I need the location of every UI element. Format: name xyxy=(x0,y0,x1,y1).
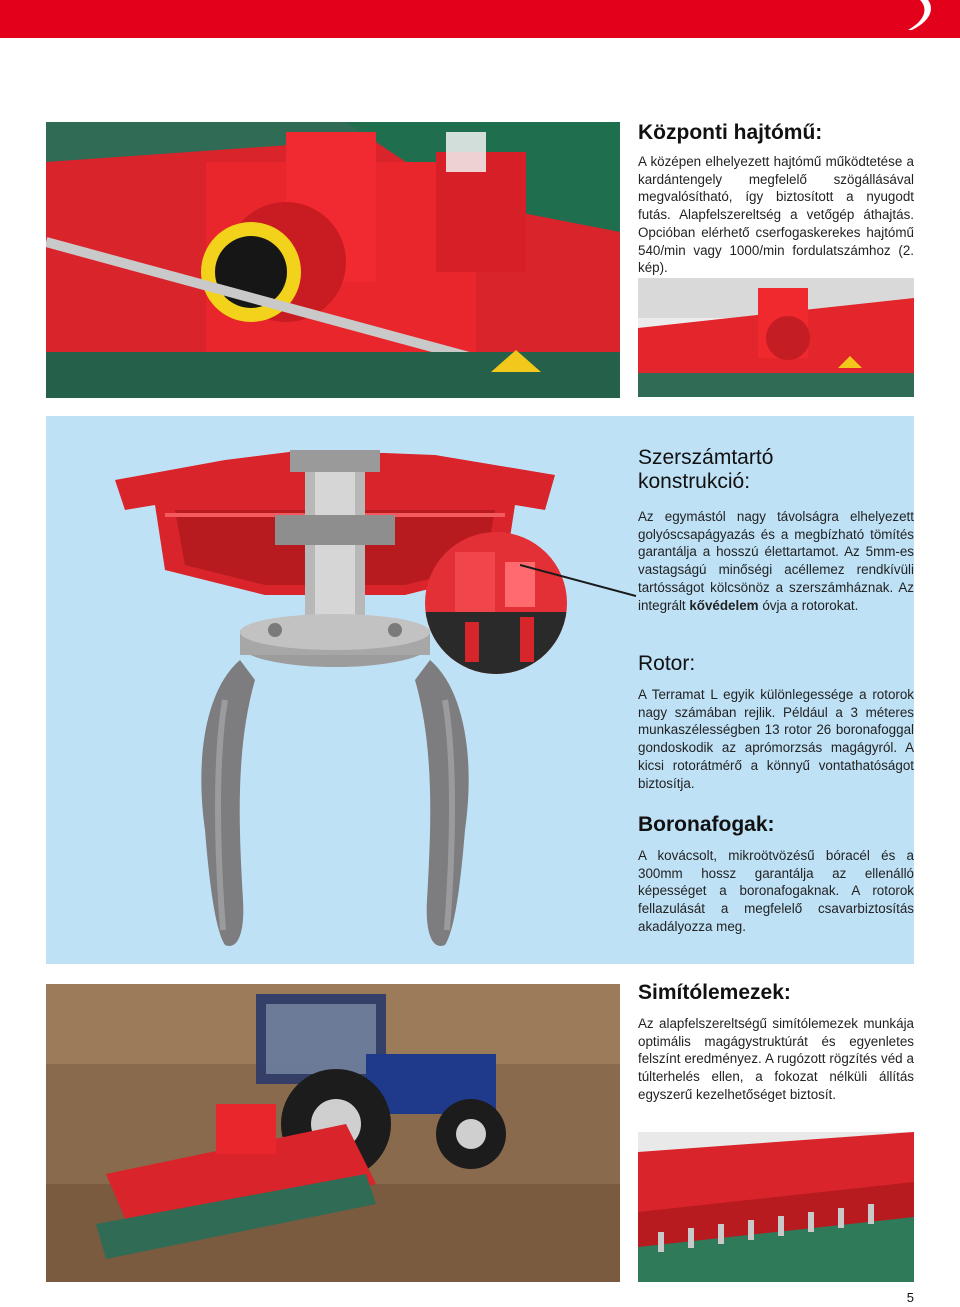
section-title: Boronafogak: xyxy=(638,813,775,836)
stone-protection-detail-inset xyxy=(425,532,567,674)
section-central-gearbox xyxy=(638,121,914,277)
section-body: Az alapfelszereltségű simítólemezek munkája optimális magágystruktúrát és egyenletes felszínt eredményez. A rugózott rögzítés véd a túlterhelés ellen, a fokozat nélküli állítás egyszerű kezelhetőséget biztosít. xyxy=(638,1016,914,1102)
page-number: 5 xyxy=(906,1290,914,1305)
levelling-plates-photo xyxy=(638,1132,914,1282)
section-title: Központi hajtómű: xyxy=(638,121,823,144)
section-levelling-plates xyxy=(638,981,914,1104)
gearbox-photo xyxy=(46,122,620,398)
rotor-cutaway-illustration xyxy=(105,430,565,958)
section-rotor xyxy=(638,652,914,792)
tractor-field-photo xyxy=(46,984,620,1282)
section-tines xyxy=(638,813,914,936)
section-body: A középen elhelyezett hajtómű működtetése a kardántengely megfelelő szögállásával megvalósítható, így biztosított a nyugodt futás. Alapfelszereltség a vetőgép áthajtás. Opcióban elérhető cserfogaskerekes hajtómű 540/min vagy 1000/min fordulatszámhoz (2. kép). xyxy=(638,154,914,276)
section-title: Simítólemezek: xyxy=(638,981,791,1004)
brand-swoosh-icon xyxy=(902,0,936,30)
section-title: Rotor: xyxy=(638,652,696,675)
gearbox-option-photo xyxy=(638,278,914,397)
section-body: A kovácsolt, mikroötvözésű bóracél és a 300mm hossz garantálja az ellenálló képességet a boronafogaknak. A rotorok fellazulását a megfelelő csavarbiztosítás akadályozza meg. xyxy=(638,848,914,934)
section-title: Szerszámtartó konstrukció: xyxy=(638,446,774,493)
section-tool-holder xyxy=(638,446,914,614)
section-body: A Terramat L egyik különlegessége a rotorok nagy számában rejlik. Például a 3 méteres munkaszélességben 13 rotor 26 boronafoggal gondoskodik az aprómorzsás magágyról. A kicsi rotorátmérő a könnyű vontathatóságot biztosítja. xyxy=(638,687,914,791)
section-body: Az egymástól nagy távolságra elhelyezett golyóscsapágyazás és a megbízható tömítés garantálja a hosszú élettartamot. Az 5mm-es vastagságú minőségi acéllemez rendkívüli tartósságot kölcsönöz a szerszámháznak. Az integrált kővédelem óvja a rotorokat. xyxy=(638,509,914,613)
top-red-band xyxy=(0,0,960,38)
callout-pointer-line xyxy=(520,560,640,600)
